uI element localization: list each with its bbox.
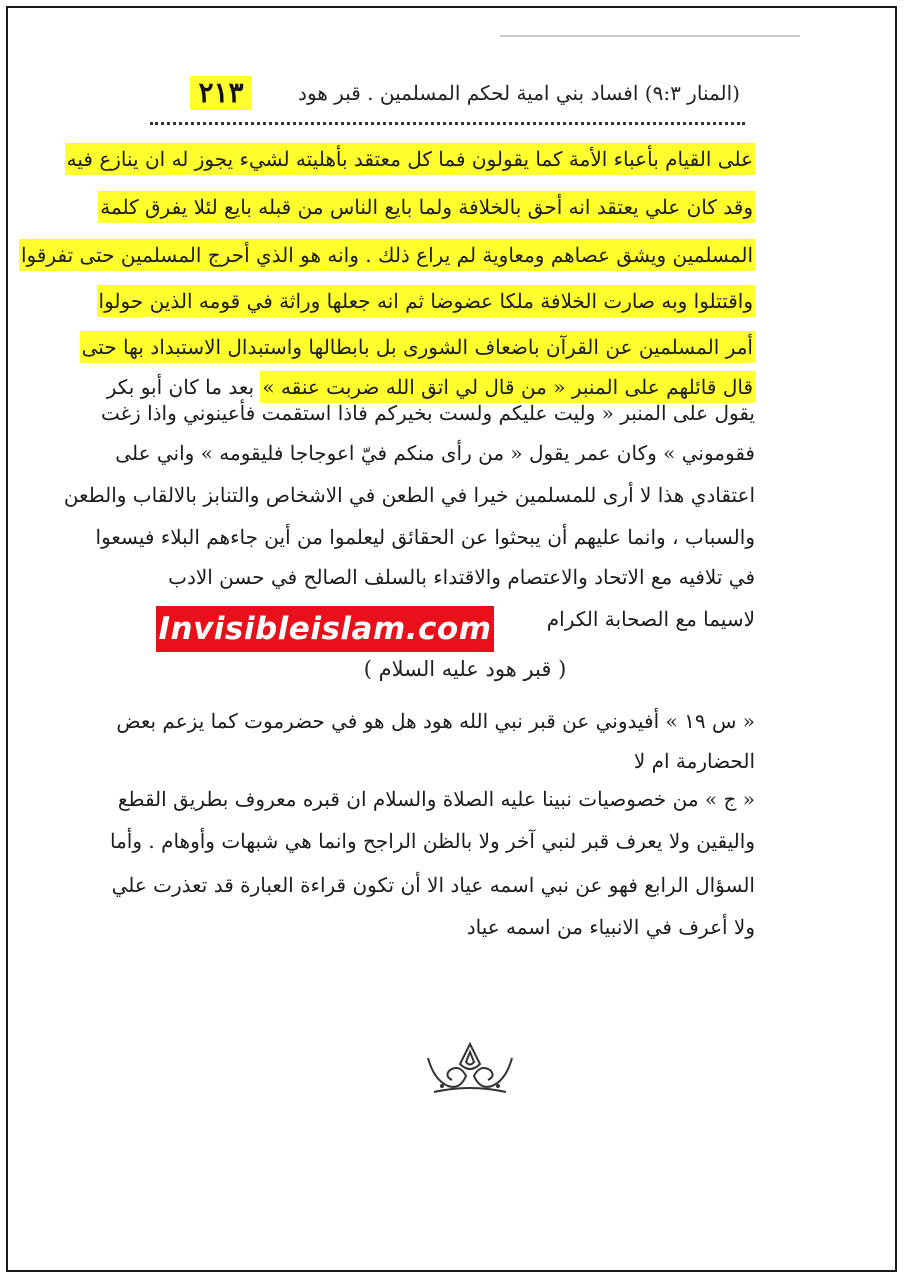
text-line: في تلافيه مع الاتحاد والاعتصام والاقتداء بالسلف الصالح في حسن الادب (168, 565, 755, 589)
header-divider (150, 122, 745, 125)
text-line: واليقين ولا يعرف قبر لنبي آخر ولا بالظن الراجح وانما هي شبهات وأوهام . وأما (109, 829, 755, 853)
highlighted-text: المسلمين ويشق عصاهم ومعاوية لم يراع ذلك . وانه هو الذي أحرج المسلمين حتى تفرقوا (19, 239, 755, 271)
text-line: اعتقادي هذا لا أرى للمسلمين خيرا في الطعن في الاشخاص والتنابز بالالقاب والطعن (63, 483, 755, 507)
page-number: ٢١٣ (190, 76, 252, 110)
text-line: السؤال الرابع فهو عن نبي اسمه عياد الا أن تكون قراءة العبارة قد تعذرت علي (111, 873, 755, 897)
paragraph-plain (63, 392, 755, 642)
text-line: فقوموني » وكان عمر يقول « من رأى منكم فيّ اعوجاجا فليقومه » واني على (115, 441, 755, 465)
watermark-banner: Invisibleislam.com (156, 606, 494, 652)
highlighted-text: واقتتلوا وبه صارت الخلافة ملكا عضوضا ثم انه جعلها وراثة في قومه الذين حولوا (97, 285, 755, 317)
text-line: الحضارمة ام لا (633, 749, 755, 773)
highlighted-text: أمر المسلمين عن القرآن باضعاف الشورى بل بابطالها واستبدال الاستبداد بها حتى (80, 331, 755, 363)
text-line (81, 326, 755, 368)
text-line (100, 186, 755, 228)
text-line: « ج » من خصوصيات نبينا عليه الصلاة والسلام ان قبره معروف بطريق القطع (117, 787, 755, 811)
highlighted-text: على القيام بأعباء الأمة كما يقولون فما كل معتقد بأهليته لشيء يجوز له ان ينازع فيه (65, 143, 755, 175)
answer-block (109, 778, 755, 958)
plain-text: بعد ما كان أبو بكر (106, 375, 255, 399)
text-line: يقول على المنبر « وليت عليكم ولست بخيركم فاذا استقمت فأعينوني واذا زغت (100, 401, 755, 425)
section-title: ( قبر هود عليه السلام ) (363, 657, 567, 681)
text-line (20, 234, 755, 276)
highlighted-quote: قال قائلهم على المنبر « من قال لي اتق الله ضربت عنقه » (260, 371, 755, 403)
text-line: ولا أعرف في الانبياء من اسمه عياد (466, 915, 755, 939)
page-header (150, 74, 740, 114)
text-line: والسباب ، وانما عليهم أن يبحثوا عن الحقائق ليعلموا من أين جاءهم البلاء فيسعوا (95, 525, 755, 549)
question-block (116, 700, 755, 790)
paragraph-highlighted (20, 138, 755, 399)
floral-ornament-icon (420, 1040, 520, 1100)
highlighted-text: وقد كان علي يعتقد انه أحق بالخلافة ولما بايع الناس من قبله بايع لئلا يفرق كلمة (98, 191, 755, 223)
running-head: (المنار ٩:٣) افساد بني امية لحكم المسلمين . قبر هود (298, 81, 740, 105)
text-line (66, 138, 755, 180)
text-line: لاسيما مع الصحابة الكرام (546, 607, 755, 631)
text-line (98, 280, 755, 322)
scan-edge-line (500, 35, 800, 37)
text-line: « س ١٩ » أفيدوني عن قبر نبي الله هود هل هو في حضرموت كما يزعم بعض (116, 709, 755, 733)
